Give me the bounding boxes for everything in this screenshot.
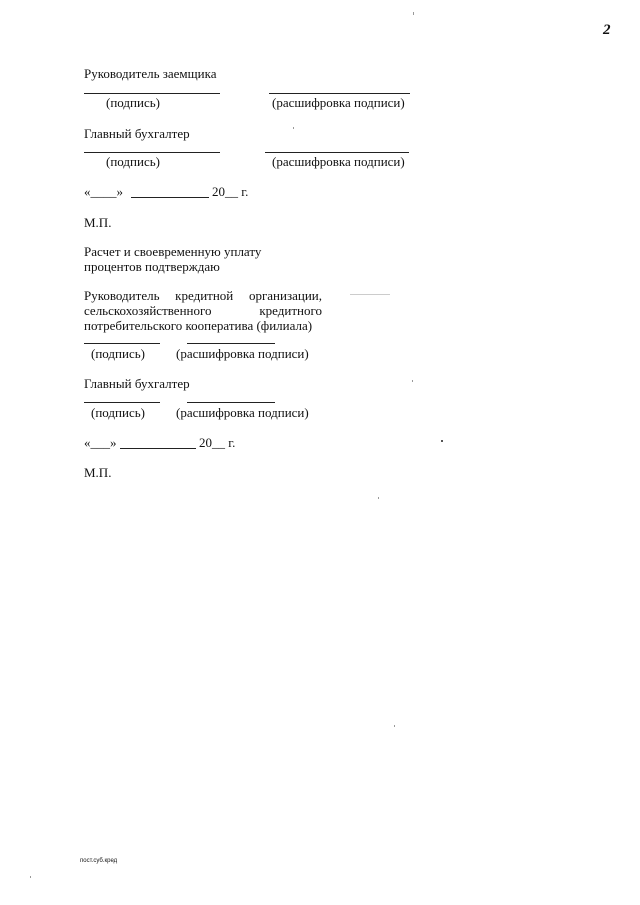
credit-org-accountant-signature-label: (подпись) — [91, 405, 145, 420]
title-word: организации, — [248, 288, 322, 303]
credit-org-accountant-signature-line — [84, 402, 160, 403]
credit-org-accountant-decode-label: (расшифровка подписи) — [176, 405, 309, 420]
confirm-line-1: Расчет и своевременную уплату — [84, 244, 262, 259]
confirm-line-2: процентов подтверждаю — [84, 259, 220, 274]
scan-speck — [412, 380, 413, 382]
scan-speck — [30, 876, 31, 878]
credit-org-head-decode-label: (расшифровка подписи) — [176, 346, 309, 361]
credit-org-head-signature-label: (подпись) — [91, 346, 145, 361]
date-year-2: 20__ г. — [199, 435, 236, 450]
title-word: сельскохозяйственного — [84, 303, 212, 318]
chief-accountant-decode-line — [265, 152, 409, 153]
date-day-1: «____» — [84, 184, 123, 199]
footer-file-label: пост.суб.кред — [80, 858, 118, 864]
title-word: кредитной — [175, 288, 234, 303]
title-word: кредитного — [259, 303, 322, 318]
chief-accountant-signature-line — [84, 152, 220, 153]
title-word: Руководитель — [84, 288, 160, 303]
stamp-place-2: М.П. — [84, 465, 112, 480]
scan-speck — [293, 127, 294, 129]
chief-accountant-title: Главный бухгалтер — [84, 126, 190, 141]
date-year-1: 20__ г. — [212, 184, 249, 199]
page-number: 2 — [603, 22, 611, 38]
stamp-place-1: М.П. — [84, 215, 112, 230]
scan-speck — [413, 12, 414, 15]
borrower-head-title: Руководитель заемщика — [84, 66, 217, 81]
borrower-head-signature-label: (подпись) — [106, 95, 160, 110]
date-day-2: «___» — [84, 435, 117, 450]
date-month-line-2 — [120, 448, 196, 449]
chief-accountant-decode-label: (расшифровка подписи) — [272, 154, 405, 169]
credit-org-head-title — [84, 288, 322, 333]
credit-org-head-decode-line — [187, 343, 275, 344]
credit-org-accountant-decode-line — [187, 402, 275, 403]
scan-speck — [378, 497, 379, 499]
credit-org-accountant-title: Главный бухгалтер — [84, 376, 190, 391]
scan-speck — [350, 294, 390, 295]
date-month-line-1 — [131, 197, 209, 198]
scan-speck — [441, 440, 443, 442]
scan-speck — [394, 725, 395, 727]
chief-accountant-signature-label: (подпись) — [106, 154, 160, 169]
borrower-head-signature-line — [84, 93, 220, 94]
borrower-head-decode-line — [269, 93, 410, 94]
borrower-head-decode-label: (расшифровка подписи) — [272, 95, 405, 110]
title-line: потребительского кооператива (филиала) — [84, 318, 313, 333]
credit-org-head-signature-line — [84, 343, 160, 344]
